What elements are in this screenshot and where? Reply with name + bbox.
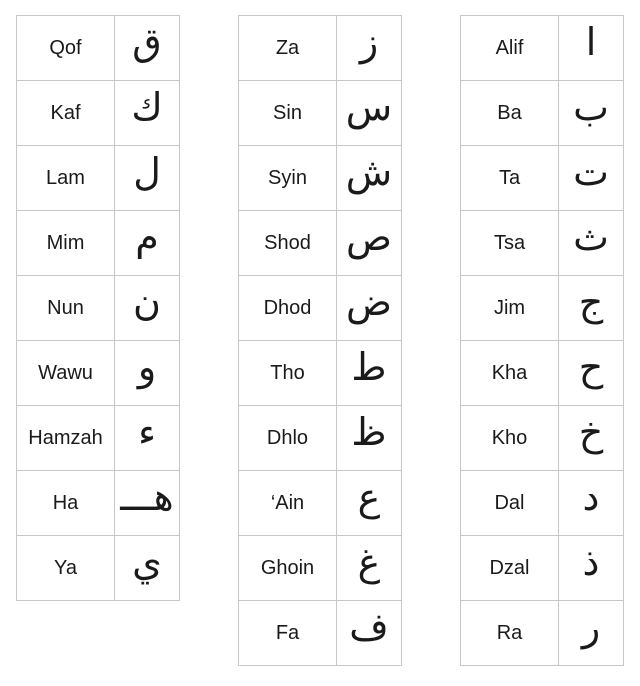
arabic-letter: ص — [346, 215, 392, 259]
arabic-letter: ذ — [582, 540, 600, 584]
arabic-letter: ظ — [351, 410, 387, 454]
letter-name: ‘Ain — [239, 471, 337, 536]
arabic-letter: د — [582, 475, 600, 519]
arabic-letter: ض — [346, 280, 392, 324]
arabic-letter-cell — [337, 406, 402, 471]
letter-name: Sin — [239, 81, 337, 146]
arabic-letter-cell — [337, 536, 402, 601]
letter-name: Dzal — [461, 536, 559, 601]
letter-name: Tho — [239, 341, 337, 406]
letter-row — [239, 211, 402, 276]
arabic-letter-cell — [559, 601, 624, 666]
letter-row — [17, 471, 180, 536]
alphabet-table-left — [16, 15, 180, 601]
letter-row — [239, 276, 402, 341]
arabic-letter-cell — [337, 146, 402, 211]
letter-row — [17, 406, 180, 471]
letter-name: Ghoin — [239, 536, 337, 601]
arabic-letter-cell — [337, 601, 402, 666]
letter-row — [239, 81, 402, 146]
letter-name: Hamzah — [17, 406, 115, 471]
arabic-letter-cell — [337, 81, 402, 146]
arabic-letter-cell — [115, 16, 180, 81]
letter-name: Dal — [461, 471, 559, 536]
letter-row — [17, 211, 180, 276]
letter-name: Ya — [17, 536, 115, 601]
arabic-letter-cell — [115, 341, 180, 406]
arabic-letter: ب — [573, 85, 609, 129]
arabic-letter: ف — [349, 605, 389, 649]
letter-name: Dhod — [239, 276, 337, 341]
arabic-letter: ث — [573, 215, 609, 259]
letter-row — [461, 146, 624, 211]
arabic-letter-cell — [337, 276, 402, 341]
letter-name: Fa — [239, 601, 337, 666]
letter-row — [239, 601, 402, 666]
letter-row — [17, 341, 180, 406]
letter-row — [17, 536, 180, 601]
letter-row — [239, 341, 402, 406]
arabic-letter: ح — [578, 345, 604, 389]
letter-name: Wawu — [17, 341, 115, 406]
letter-row — [17, 16, 180, 81]
arabic-letter-cell — [115, 276, 180, 341]
letter-row — [461, 276, 624, 341]
arabic-letter: ت — [573, 150, 609, 194]
arabic-letter: ل — [133, 150, 161, 194]
letter-row — [461, 471, 624, 536]
letter-row — [17, 81, 180, 146]
arabic-letter-cell — [559, 471, 624, 536]
letter-name: Kha — [461, 341, 559, 406]
letter-row — [461, 341, 624, 406]
arabic-letter-cell — [559, 211, 624, 276]
letter-name: Qof — [17, 16, 115, 81]
arabic-letter: و — [137, 345, 157, 389]
letter-row — [461, 16, 624, 81]
letter-row — [17, 146, 180, 211]
letter-name: Syin — [239, 146, 337, 211]
letter-name: Dhlo — [239, 406, 337, 471]
letter-name: Shod — [239, 211, 337, 276]
letter-row — [239, 16, 402, 81]
arabic-letter: هـــ — [120, 475, 174, 519]
arabic-letter: ط — [351, 345, 387, 389]
letter-row — [239, 536, 402, 601]
letter-name: Za — [239, 16, 337, 81]
arabic-letter-cell — [115, 471, 180, 536]
letter-row — [461, 406, 624, 471]
letter-name: Tsa — [461, 211, 559, 276]
letter-name: Alif — [461, 16, 559, 81]
letter-row — [461, 536, 624, 601]
letter-name: Jim — [461, 276, 559, 341]
arabic-letter-cell — [115, 536, 180, 601]
arabic-letter: ر — [581, 605, 601, 649]
arabic-letter-cell — [337, 16, 402, 81]
letter-name: Lam — [17, 146, 115, 211]
alphabet-table-right — [460, 15, 624, 666]
letter-name: Ta — [461, 146, 559, 211]
letter-row — [239, 406, 402, 471]
arabic-letter: ي — [132, 540, 162, 584]
arabic-letter-cell — [559, 341, 624, 406]
arabic-letter: ق — [132, 20, 162, 64]
arabic-letter-cell — [115, 406, 180, 471]
letter-row — [239, 146, 402, 211]
arabic-letter-cell — [115, 146, 180, 211]
letter-name: Mim — [17, 211, 115, 276]
arabic-letter: غ — [357, 540, 381, 584]
arabic-letter: ع — [357, 475, 381, 519]
letter-row — [239, 471, 402, 536]
letter-name: Ra — [461, 601, 559, 666]
arabic-letter: ش — [345, 150, 393, 194]
letter-row — [461, 81, 624, 146]
arabic-letter: ن — [133, 280, 161, 324]
letter-row — [17, 276, 180, 341]
arabic-letter: ا — [585, 20, 597, 64]
arabic-letter-cell — [559, 16, 624, 81]
arabic-letter: ج — [578, 280, 604, 324]
arabic-letter-cell — [337, 211, 402, 276]
arabic-letter: س — [345, 85, 393, 129]
letter-name: Kho — [461, 406, 559, 471]
letter-name: Kaf — [17, 81, 115, 146]
arabic-letter-cell — [559, 276, 624, 341]
letter-row — [461, 211, 624, 276]
arabic-letter: ك — [131, 85, 163, 129]
arabic-letter: ء — [138, 410, 156, 454]
arabic-letter: خ — [578, 410, 604, 454]
arabic-letter: ز — [359, 20, 379, 64]
arabic-letter-cell — [559, 146, 624, 211]
letter-name: Nun — [17, 276, 115, 341]
arabic-letter-cell — [337, 471, 402, 536]
arabic-letter-cell — [337, 341, 402, 406]
arabic-letter-cell — [559, 81, 624, 146]
arabic-letter-cell — [559, 406, 624, 471]
arabic-letter-cell — [115, 81, 180, 146]
arabic-letter: م — [135, 215, 159, 259]
letter-name: Ha — [17, 471, 115, 536]
alphabet-table-middle — [238, 15, 402, 666]
arabic-letter-cell — [559, 536, 624, 601]
letter-name: Ba — [461, 81, 559, 146]
arabic-letter-cell — [115, 211, 180, 276]
letter-row — [461, 601, 624, 666]
